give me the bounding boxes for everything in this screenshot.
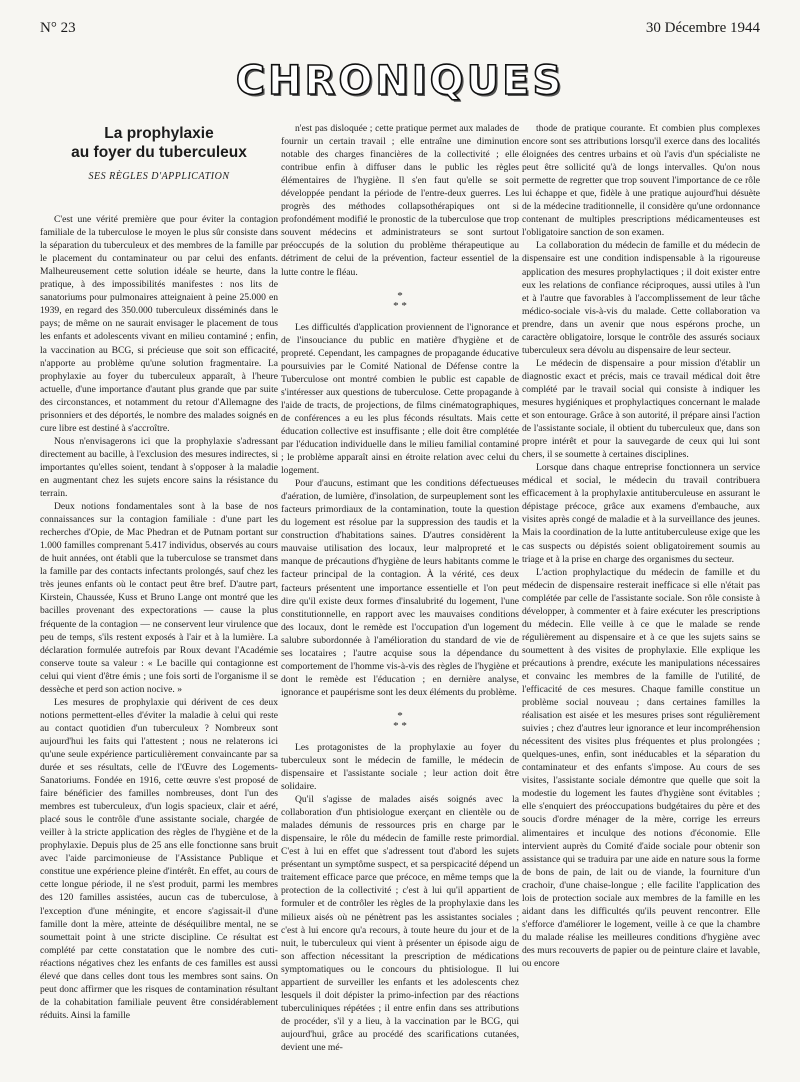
column-2-body-c [281, 741, 519, 1054]
column-2-body-b [281, 321, 519, 699]
article-title [40, 124, 278, 162]
column-2-body-a [281, 122, 519, 279]
paragraph: Pour d'aucuns, estimant que les conditions défectueuses d'aération, de lumière, d'insolation, de surpeuplement sont les facteurs primordiaux de la contamination, toute la question du logement est résolue par la suppression des taudis et la construction d'habitations saines. D'autres considèrent la mauvaise utilisation des locaux, leur malpropreté et le manque de précautions d'hygiène de leurs habitants comme le facteur principal de la contagion. À la vérité, ces deux facteurs présentent une importance essentielle et l'on peut dire qu'il existe deux formes d'insalubrité du logement, l'une constitutionnelle, en rapport avec les mauvaises conditions des locaux, dont le remède est l'occupation d'un logement salubre subordonnée à l'amélioration du standard de vie de ses locataires ; l'autre acquise sous la dépendance du comportement de l'homme vis-à-vis des règles de l'hygiène et dont le remède est l'éducation ; en dernière analyse, ignorance et paupérisme sont les deux éléments du problème. [281, 478, 519, 698]
paragraph: L'action prophylactique du médecin de famille et du médecin de dispensaire resterait inefficace si elle n'était pas complétée par celle de l'assistante sociale. Son rôle consiste à développer, à commenter et à faire exécuter les prescriptions du médecin. Elle veille à ce que le malade se rende régulièrement au dispensaire et à ce que les sujets sains se soumettent à des visites de prophylaxie. Elle explique les précautions à prendre, exécute les manipulations nécessaires et convainc les membres de la famille de l'utilité, de l'efficacité de ces mesures. Chaque famille constitue un problème social nouveau ; dans certaines familles la réalisation est aisée et les mesures prises sont régulièrement suivies ; chez d'autres leur ignorance et leur incompréhension nécessitent des visites plus fréquentes et plus prolongées ; quelques-unes, enfin, sont inéducables et la séparation du contaminateur et des enfants s'impose. Au cours de ses visites, l'assistante sociale démontre que quelle que soit la modestie du logement les fautes d'hygiène sont évitables ; elle s'enquiert des préoccupations budgétaires du père et des soucis d'ordre ménager de la mère, corrige les erreurs alimentaires et inculque des notions d'économie. Elle intervient auprès du Comité d'aide sociale pour obtenir son assistance qui se traduira par une aide en nature sous la forme de bons de pain, de lait ou de viande, la fourniture d'un crachoir, d'une chaise-longue ; elle facilite l'application des lois de protection sociale aux membres de la famille en les aidant dans les difficultés qu'ils peuvent rencontrer. Elle s'efforce d'améliorer le logement, veille à ce que la chambre du malade réalise les meilleures conditions d'hygiène avec des murs recouverts de papier ou de peinture claire et lavable, ou encore [522, 566, 760, 969]
issue-number: N° 23 [40, 20, 76, 36]
issue-date: 30 Décembre 1944 [645, 20, 760, 36]
article-title-line-1: La prophylaxie [104, 125, 214, 142]
paragraph: Lorsque dans chaque entreprise fonctionnera un service médical et social, le médecin du travail contribuera efficacement à la prophylaxie antituberculeuse en assurant le dépistage précoce, grâce aux examens d'embauche, aux visites après congé de maladie et à la surveillance des jeunes. Mais la coordination de la lutte antituberculeuse exige que les cas suspects ou dépistés soient obligatoirement soumis au triage et à la prise en charge des organismes du secteur. [522, 462, 760, 565]
section-separator: * * * [393, 709, 407, 732]
paragraph: Deux notions fondamentales sont à la base de nos connaissances sur la contagion familiale : d'une part les recherches d'Opie, de Mac Phedran et de Putnam portant sur 1.000 familles comprenant 5.417 individus, observés au cours de huit années, ont établi que la tuberculose se transmet dans la famille par des contacts infectants prolongés, sauf chez les très jeunes enfants où le contact peut être bref. D'autre part, Kirstein, Chaussée, Kuss et Bruno Lange ont montré que les bacilles provenant des expectorations — cause la plus fréquente de la contagion — ne conservent leur virulence que peu de temps, s'ils restent exposés à l'air et à la lumière. La déclaration formulée autrefois par Roux devant l'Académie conserve toute sa valeur : « Le bacille qui contagionne est celui qui vient d'être émis ; une fois sorti de l'organisme il se dessèche et perd son action nocive. » [40, 501, 278, 695]
article-subtitle: SES RÈGLES D'APPLICATION [88, 171, 230, 182]
paragraph: Les mesures de prophylaxie qui dérivent de ces deux notions permettent-elles d'éviter la maladie à celui qui reste au contact quotidien d'un tuberculeux ? Nombreux sont aujourd'hui les faits qui l'attestent ; nous ne relaterons ici qu'une seule expérience particulièrement convaincante par sa durée et ses résultats, celle de l'Œuvre des Logements-Sanatoriums. Fondée en 1916, cette œuvre s'est proposé de faire bénéficier des familles nombreuses, dont l'un des membres est tuberculeux, d'un logis spacieux, clair et aéré, placé sous le contrôle d'une assistante sociale, chargée de veiller à la stricte application des règles de l'hygiène et de la prophylaxie. Depuis plus de 25 ans elle fonctionne sans bruit avec l'aide parcimonieuse de l'Assistance Publique et constitue une expérience pleine d'intérêt. En effet, au cours de cette longue période, il ne s'est produit, parmi les membres des 120 familles assistées, aucun cas de tuberculose, à l'exception d'une méningite, et encore s'agissait-il d'une famille dont la mère, atteinte de déséquilibre mental, ne se soumettait point à une stricte discipline. Ce résultat est complété par cette constatation que le nombre des cuti-réactions négatives chez les enfants de ces familles est aussi élevé que dans celles dont tous les membres sont sains. On peut donc affirmer que les risques de contamination résultant de la cohabitation familiale peuvent être considérablement réduits. Ainsi la famille [40, 696, 278, 1021]
column-1 [40, 122, 278, 1072]
masthead: CHRONIQUES [235, 58, 565, 104]
column-3-body [522, 122, 760, 970]
paragraph: Les protagonistes de la prophylaxie au foyer du tuberculeux sont le médecin de famille, le médecin de dispensaire et l'assistante sociale ; leur action doit être solidaire. [281, 741, 519, 793]
paragraph: C'est une vérité première que pour éviter la contagion familiale de la tuberculose le moyen le plus sûr consiste dans la séparation du tuberculeux et des membres de la famille par le placement du contaminateur ou par celui des enfants. Malheureusement cette solution idéale se heurte, dans la pratique, à des impossibilités manifestes : nos lits de sanatoriums pour pulmonaires atteignaient à peine 25.000 en 1939, en regard des 350.000 tuberculeux disséminés dans le pays; de même on ne saurait envisager le placement de tous les enfants et adolescents vivant en milieu contaminé ; enfin, la vaccination au BCG, si précieuse que soit son efficacité, n'apporte au problème qu'une solution fragmentaire. La prophylaxie au foyer du tuberculeux apparaît, à l'heure actuelle, d'une importance d'autant plus grande que par suite des circonstances, et notamment du retour d'Allemagne des prisonniers et des déportés, le nombre des malades soignés en cure libre est destiné à s'accroître. [40, 214, 278, 434]
paragraph: Les difficultés d'application proviennent de l'ignorance et de l'insouciance du public en matière d'hygiène et de propreté. Cependant, les campagnes de propagande éducative poursuivies par le Comité National de Défense contre la Tuberculose ont montré combien le public est capable de s'intéresser aux questions de tuberculose. Cette propagande à l'aide de tracts, de projections, de films cinématographiques, de conférences a eu les plus féconds résultats. Mais cette éducation collective est insuffisante ; elle doit être complétée par l'éducation individuelle dans le milieu familial contaminé ; le problème apparaît ainsi en étroite relation avec celui du logement. [281, 321, 519, 477]
paragraph: thode de pratique courante. Et combien plus complexes encore sont ses attributions lorsqu'il exerce dans des localités éloignées des centres urbains et où l'avis d'un spécialiste ne peut être sollicité qu'à de longs intervalles. Qu'on nous permette de regretter que trop souvent l'importance de ce rôle lui échappe et que, fidèle à une pratique aujourd'hui désuète de la médecine traditionnelle, il considère qu'une ordonnance contenant de multiples prescriptions médicamenteuses est l'obligatoire sanction de son examen. [522, 123, 760, 239]
paragraph: Nous n'envisagerons ici que la prophylaxie s'adressant directement au bacille, à l'exclusion des mesures indirectes, si importantes qu'elles soient, tendant à s'opposer à la maladie en augmentant chez les sujets encore sains la résistance du terrain. [40, 435, 278, 500]
column-1-body [40, 213, 278, 1022]
article-title-line-2: au foyer du tuberculeux [71, 144, 247, 161]
paragraph: Qu'il s'agisse de malades aisés soignés avec la collaboration d'un phtisiologue exerçant en clientèle ou de malades démunis de ressources pris en charge par le dispensaire, le rôle du médecin de famille reste primordial. C'est à lui en effet que s'adressent tout d'abord les sujets présentant un symptôme suspect, et sa perspicacité dépend un traitement efficace parce que précoce, en même temps que la protection de la collectivité ; c'est à lui qu'il appartient de formuler et de contrôler les règles de la prophylaxie dans les milieux aisés où ne pénètrent pas les assistantes sociales ; c'est à lui encore qu'a recours, à toute heure du jour et de la nuit, le tuberculeux qui vient à présenter un épisode aigu de son affection nécessitant la prescription de médications symptomatiques ou le concours du phtisiologue. Il lui appartient de surveiller les enfants et les adolescents chez lesquels il doit dépister la primo-infection par des réactions tuberculiniques répétées ; il entre enfin dans ses attributions de procéder, s'il y a lieu, à la vaccination par le BCG, qui aujourd'hui, grâce au procédé des scarifications cutanées, devient une mé- [281, 794, 519, 1053]
paragraph: La collaboration du médecin de famille et du médecin de dispensaire est une condition indispensable à la rigoureuse application des mesures prophylactiques ; il doit exister entre eux les relations de confiance réciproques, aussi utiles à l'un et à l'autre que favorables à l'accomplissement de leur tâche médico-sociale vis-à-vis du malade. Cette collaboration va prendre, dans un avenir que nous espérons proche, un caractère obligatoire, lorsque le contrôle des assurés sociaux tuberculeux sera dévolu au dispensaire de leur secteur. [522, 240, 760, 356]
column-2 [281, 122, 519, 1072]
page-header [40, 20, 760, 40]
paragraph: n'est pas disloquée ; cette pratique permet aux malades de fournir un certain travail ; elle entraîne une diminution notable des charges financières de la collectivité ; elle contribue enfin à diffuser dans le public les règles élémentaires de l'hygiène. Il s'en faut qu'elle se soit développée pendant la période de l'entre-deux guerres. Les progrès des méthodes collapsothérapiques ont si profondément modifié le pronostic de la tuberculose que trop souvent médecins et administrateurs se sont surtout préoccupés de la solution du problème thérapeutique au détriment de celui de la prévention, facteur essentiel de la lutte contre le fléau. [281, 123, 519, 278]
paragraph: Le médecin de dispensaire a pour mission d'établir un diagnostic exact et précis, mais ce travail médical doit être complété par le travail social qui consiste à indiquer les mesures hygiéniques et prophylactiques concernant le malade et son entourage. Grâce à son autorité, il prépare ainsi l'action de l'assistante sociale, il obtient du tuberculeux que, dans son propre intérêt et pour la sauvegarde de ceux qui lui sont chers, il se soumette à certaines disciplines. [522, 357, 760, 461]
section-separator: * * * [393, 289, 407, 312]
column-3 [522, 122, 760, 1072]
